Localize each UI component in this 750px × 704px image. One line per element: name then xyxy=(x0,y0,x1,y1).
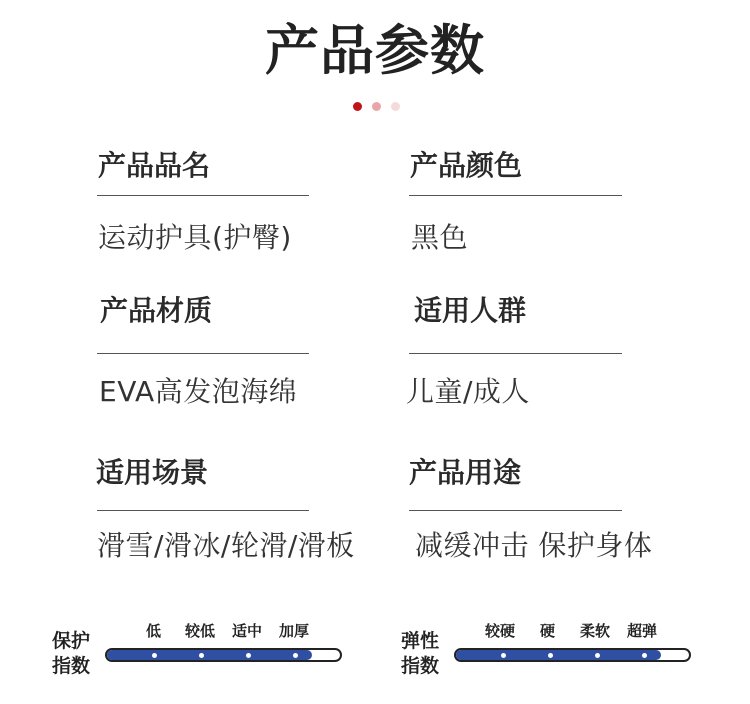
divider xyxy=(97,353,309,354)
param-label-usage: 产品用途 xyxy=(409,456,522,489)
pager-dot xyxy=(391,102,400,111)
elasticity-index-label xyxy=(401,629,439,679)
param-value-material: EVA高发泡海绵 xyxy=(99,375,298,408)
elasticity-level-marker xyxy=(595,653,600,658)
elasticity-level-1: 较硬 xyxy=(485,622,516,640)
param-label-name: 产品品名 xyxy=(98,149,211,182)
elasticity-level-marker xyxy=(501,653,506,658)
elasticity-level-3: 柔软 xyxy=(580,622,611,640)
param-label-color: 产品颜色 xyxy=(410,149,523,182)
param-label-scenario: 适用场景 xyxy=(96,456,209,489)
elasticity-level-marker xyxy=(642,653,647,658)
protection-index-label-line1: 保护 xyxy=(52,630,91,652)
param-value-color: 黑色 xyxy=(411,221,469,254)
param-value-name: 运动护具(护臀) xyxy=(98,221,292,254)
pager-dot xyxy=(353,102,362,111)
protection-level-3: 适中 xyxy=(232,622,263,640)
protection-index-bar xyxy=(105,648,342,662)
param-value-scenario: 滑雪/滑冰/轮滑/滑板 xyxy=(97,529,355,562)
protection-level-marker xyxy=(293,653,298,658)
protection-level-marker xyxy=(246,653,251,658)
protection-level-marker xyxy=(199,653,204,658)
param-label-material: 产品材质 xyxy=(100,294,213,327)
divider xyxy=(409,353,622,354)
protection-index-label-line2: 指数 xyxy=(52,655,91,677)
elasticity-level-4: 超弹 xyxy=(627,622,658,640)
param-label-audience: 适用人群 xyxy=(414,294,527,327)
elasticity-level-2: 硬 xyxy=(540,622,556,640)
elasticity-index-label-line2: 指数 xyxy=(401,655,440,677)
protection-level-2: 较低 xyxy=(185,622,216,640)
divider xyxy=(97,195,309,196)
divider xyxy=(409,510,622,511)
elasticity-level-marker xyxy=(548,653,553,658)
protection-level-1: 低 xyxy=(146,622,162,640)
param-value-audience: 儿童/成人 xyxy=(406,375,530,408)
pager-dots xyxy=(353,102,403,112)
protection-level-4: 加厚 xyxy=(279,622,310,640)
elasticity-index-fill xyxy=(456,650,661,660)
elasticity-index-label-line1: 弹性 xyxy=(401,630,440,652)
page-title: 产品参数 xyxy=(265,19,485,82)
protection-index-fill xyxy=(107,650,312,660)
divider xyxy=(409,195,622,196)
protection-index-label xyxy=(52,629,90,679)
protection-level-marker xyxy=(152,653,157,658)
elasticity-index-bar xyxy=(454,648,691,662)
divider xyxy=(97,510,309,511)
pager-dot xyxy=(372,102,381,111)
param-value-usage: 减缓冲击 保护身体 xyxy=(415,529,653,562)
